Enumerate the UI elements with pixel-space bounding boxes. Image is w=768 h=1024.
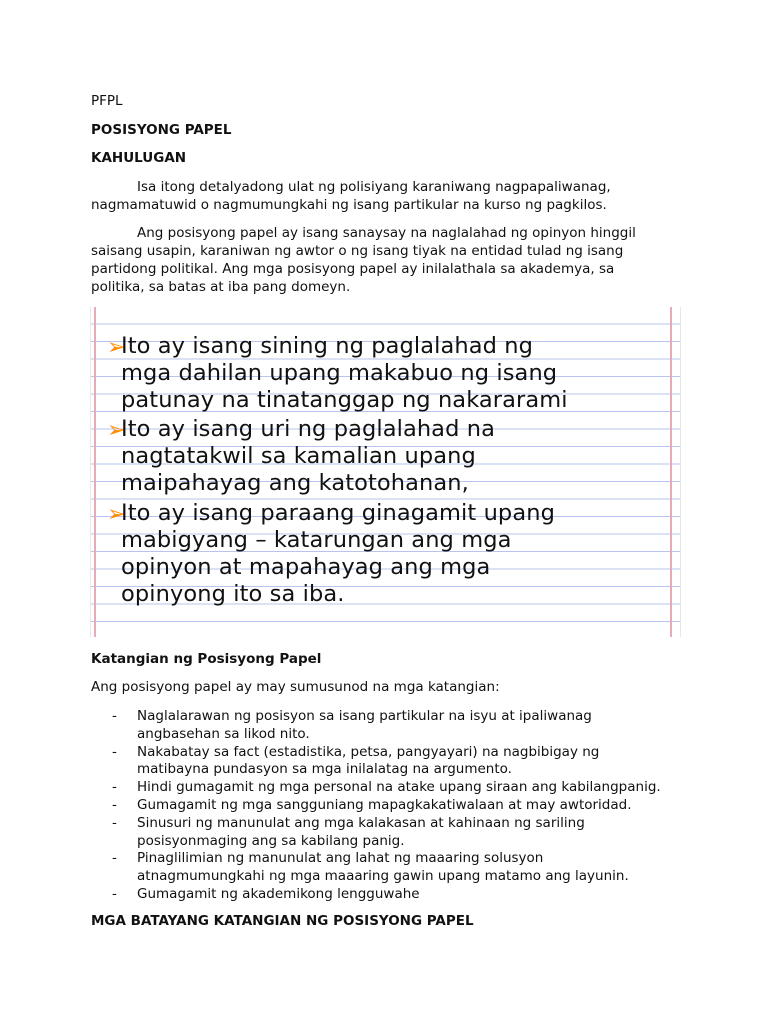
list-dash: - xyxy=(112,814,117,831)
list-item xyxy=(91,815,711,851)
notebook-line: opinyon at mapahayag ang mga xyxy=(121,554,491,580)
list-item-line: Gumagamit ng akademikong lengguwahe xyxy=(137,885,420,902)
list-item-line: Nakabatay sa fact (estadistika, petsa, pangyayari) na nagbibigay ng xyxy=(137,743,600,760)
list-item xyxy=(91,744,711,780)
list-item xyxy=(91,779,711,797)
list-item-line: posisyonmaging ang sa kabilang panig. xyxy=(137,832,405,849)
paragraph-line: politika, sa batas at iba pang domeyn. xyxy=(91,279,351,295)
notebook-line: patunay na tinatanggap ng nakararami xyxy=(121,387,568,413)
list-item-line: Naglalarawan ng posisyon sa isang partikular na isyu at ipaliwanag xyxy=(137,708,592,724)
list-item-line: Gumagamit ng mga sangguniang mapagkakatiwalaan at may awtoridad. xyxy=(137,796,632,813)
header-code: PFPL xyxy=(91,93,123,109)
arrow-bullet-icon: ➢ xyxy=(107,418,126,443)
arrow-bullet-icon: ➢ xyxy=(107,335,126,360)
list-item-line: atnagmumungkahi ng mga maaaring gawin upang matamo ang layunin. xyxy=(137,868,629,885)
list-item-line: Hindi gumagamit ng mga personal na atake upang siraan ang kabilangpanig. xyxy=(137,779,661,796)
notebook-line: Ito ay isang sining ng paglalahad ng xyxy=(121,333,534,359)
list-item-line: Sinusuri ng manunulat ang mga kalakasan at kahinaan ng sariling xyxy=(137,814,585,831)
list-item xyxy=(91,886,711,904)
section-heading-batayang: MGA BATAYANG KATANGIAN NG POSISYONG PAPEL xyxy=(91,913,474,929)
list-dash: - xyxy=(112,796,117,813)
notebook-margin-left xyxy=(94,307,96,637)
list-item xyxy=(91,797,711,815)
notebook-margin-right xyxy=(670,307,672,637)
list-dash: - xyxy=(112,885,117,902)
paragraph-definition-2 xyxy=(91,224,691,296)
notebook-line: opinyong ito sa iba. xyxy=(121,581,345,607)
notebook-line: mga dahilan upang makabuo ng isang xyxy=(121,360,558,386)
notebook-line: Ito ay isang paraang ginagamit upang xyxy=(121,500,555,526)
section-heading-kahulugan: KAHULUGAN xyxy=(91,150,187,166)
list-dash: - xyxy=(112,850,117,867)
list-item xyxy=(91,850,711,886)
section-heading-katangian: Katangian ng Posisyong Papel xyxy=(91,651,322,667)
arrow-bullet-icon: ➢ xyxy=(107,502,126,527)
list-item xyxy=(91,708,711,744)
list-item-line: matibayna pundasyon sa mga inilalatag na argumento. xyxy=(137,761,512,778)
notebook-line: Ito ay isang uri ng paglalahad na xyxy=(121,416,495,442)
paragraph-line: Ang posisyong papel ay isang sanaysay na naglalahad ng opinyon hinggil xyxy=(137,225,636,241)
list-dash: - xyxy=(112,743,117,760)
paragraph-line: nagmamatuwid o nagmumungkahi ng isang partikular na kurso ng pagkilos. xyxy=(91,197,607,213)
list-item-line: angbasehan sa likod nito. xyxy=(137,725,310,742)
katangian-intro: Ang posisyong papel ay may sumusunod na mga katangian: xyxy=(91,679,500,695)
paragraph-definition-1 xyxy=(91,178,691,214)
notebook-line: mabigyang – katarungan ang mga xyxy=(121,527,512,553)
document-title: POSISYONG PAPEL xyxy=(91,122,232,138)
list-dash: - xyxy=(112,708,117,724)
paragraph-line: Isa itong detalyadong ulat ng polisiyang karaniwang nagpapaliwanag, xyxy=(137,179,611,195)
notebook-image xyxy=(90,307,681,637)
list-item-line: Pinaglilimian ng manunulat ang lahat ng maaaring solusyon xyxy=(137,850,544,867)
notebook-line: maipahayag ang katotohanan, xyxy=(121,470,469,496)
katangian-list xyxy=(91,708,711,904)
paragraph-line: partidong politikal. Ang mga posisyong papel ay inilalathala sa akademya, sa xyxy=(91,261,615,277)
paragraph-line: saisang usapin, karaniwan ng awtor o ng isang tiyak na entidad tulad ng isang xyxy=(91,243,624,259)
list-dash: - xyxy=(112,779,117,796)
notebook-line: nagtatakwil sa kamalian upang xyxy=(121,443,476,469)
